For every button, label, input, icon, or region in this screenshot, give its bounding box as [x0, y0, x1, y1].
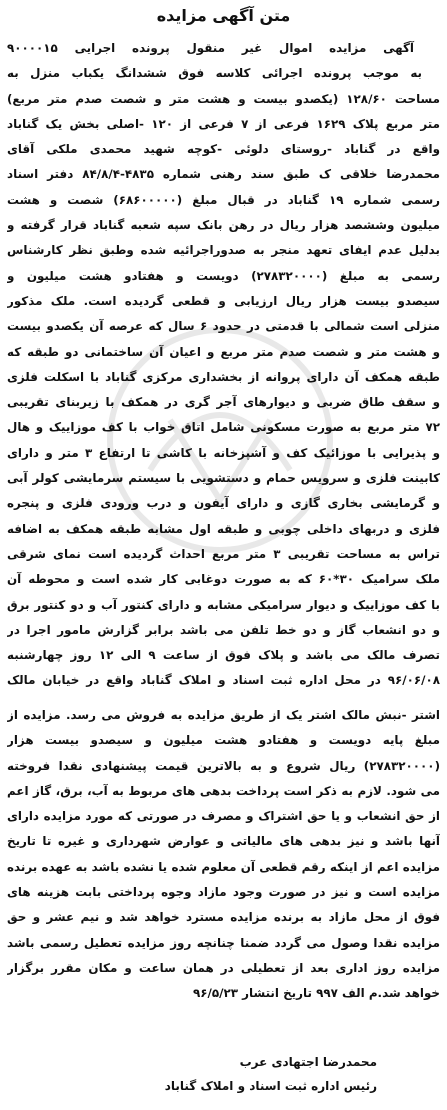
- notice-title: متن آگهی مزایده: [156, 6, 291, 25]
- text-line: کابینت فلزی و سرویس حمام و دستشویی با سیستم سرمایشی کولر آبی: [7, 471, 440, 486]
- text-line: طبقه همکف آن دارای پروانه از بخشداری مرکزی گناباد با اسکلت فلزی: [7, 369, 440, 384]
- text-line: بدلیل عدم ایفای تعهد منجر به صدوراجرائیه شده وطبق نظر کارشناس: [7, 243, 440, 258]
- text-line: و سقف طاق ضربی و دیوارهای آجر گری در همکف با زیربنای تقریبی: [7, 395, 440, 410]
- text-line: اشتر -نبش مالک اشتر یک از طریق مزایده به فروش می رسد. مزایده از: [7, 708, 440, 722]
- text-line: واقع در گناباد -روستای دلوئی -کوچه شهید محمدی ملکی آقای: [7, 142, 440, 157]
- text-line: مزایده است و نیز در صورت وجود مازاد وجوه پرداختی بابت هزینه های: [7, 885, 440, 900]
- text-line: خواهد شد.م الف ۹۹۷ تاریخ انتشار ۹۶/۵/۲۳: [193, 986, 440, 1001]
- signatory-name: محمدرضا اجتهادی عرب: [239, 1055, 377, 1069]
- text-line: تراس به مساحت تقریبی ۳ متر مربع احداث گردیده است نمای شرقی: [7, 546, 440, 561]
- text-line: و هشت متر و شصت صدم متر مربع و اعیان آن ساختمانی دو طبقه که: [7, 344, 440, 359]
- text-line: (۲۷۸۳۲۰۰۰۰) ریال شروع و به بالاترین قیمت پیشنهادی نقدا فروخته: [7, 758, 440, 773]
- text-line: با کف موزاییک و دیوار سرامیکی مشابه و دارای کنتور آب و دو کنتور برق: [7, 597, 440, 612]
- text-line: ۷۲ متر مربع به صورت مسکونی شامل اتاق خواب با کف موزاییک و هال: [7, 420, 440, 435]
- text-line: فلزی و دربهای داخلی چوبی و طبقه اول مشابه طبقه همکف به اضافه: [7, 521, 440, 536]
- text-line: می شود. لازم به ذکر است پرداخت بدهی های مربوط به آب، برق، گاز اعم: [7, 783, 440, 798]
- text-line: و دو انشعاب گاز و دو خط تلفن می باشد برابر گزارش مامور اجرا در: [7, 622, 440, 637]
- text-line: آنها باشد و نیز بدهی های مالیاتی و عوارض شهرداری و غیره تا تاریخ: [7, 834, 440, 849]
- text-line: مزایده روز اداری بعد از تعطیلی در همان ساعت و مکان مقرر برگزار: [7, 960, 440, 975]
- text-line: فوق از محل مازاد به برنده مزایده مسترد خواهد شد و نیم عشر و حق: [7, 910, 440, 925]
- text-line: رسمی به مبلغ (۲۷۸۳۲۰۰۰۰) دویست و هفتادو هشت میلیون و: [7, 268, 440, 283]
- text-line: مزایده نقدا وصول می گردد ضمنا چنانچه روز مزایده تعطیل رسمی باشد: [7, 935, 440, 950]
- text-line: و گرمایشی بخاری گازی و دارای آیفون و درب ورودی فلزی و پنجره: [7, 496, 440, 511]
- notice-body-second-part: [7, 703, 440, 1007]
- notice-body-first-part: [7, 36, 440, 694]
- signatory-position: رئیس اداره ثبت اسناد و املاک گناباد: [164, 1079, 377, 1093]
- text-line: ملک سرامیک ۳۰*۶۰ که به صورت دوغابی کار شده است و محوطه آن: [7, 572, 440, 587]
- text-line: محمدرضا خلاقی ک طبق سند رهنی شماره ۴۸۳۵-۸۴/۸/۴ دفتر اسناد: [7, 167, 440, 182]
- text-line: سیصدو بیست هزار ریال ارزیابی و قطعی گردیده است. ملک مذکور: [7, 293, 440, 308]
- signature-block: [165, 1050, 377, 1098]
- text-line: رسمی شماره ۱۹ گناباد در قبال مبلغ (۶۸۶۰۰۰۰۰) شصت و هشت: [7, 192, 440, 207]
- text-line: و پذیرایی با موزائیک کف و آشپزخانه با کاشی تا ارتفاع ۳ متر و دارای: [7, 445, 440, 460]
- text-line: از حق انشعاب و یا حق اشتراک و مصرف در صورتی که مورد مزایده دارای: [7, 809, 440, 824]
- text-line: تصرف مالک می باشد و پلاک فوق از ساعت ۹ الی ۱۲ روز چهارشنبه: [7, 648, 440, 663]
- text-line: مبلغ پایه دویست و هفتادو هشت میلیون و سیصدو بیست هزار: [7, 733, 440, 748]
- text-line: متر مربع پلاک ۱۶۲۹ فرعی از ۷ فرعی از ۱۲۰ -اصلی بخش یک گناباد: [7, 116, 440, 131]
- text-line: میلیون وششصد هزار ریال در رهن بانک سپه شعبه گناباد قرار گرفته و: [7, 218, 440, 233]
- text-line: منزلی است شمالی با قدمتی در حدود ۶ سال که عرصه آن یکصدو بیست: [7, 319, 440, 334]
- text-line: ۹۶/۰۶/۰۸ در محل اداره ثبت اسناد و املاک گناباد واقع در خیابان مالک: [7, 673, 440, 688]
- text-line: به موجب پرونده اجرائی کلاسه فوق ششدانگ یکباب منزل به: [7, 66, 422, 81]
- text-line: آگهی مزایده اموال غیر منقول پرونده اجرایی ۹۰۰۰۰۱۵: [7, 41, 414, 55]
- text-line: مساحت ۱۲۸/۶۰ (یکصدو بیست و هشت متر و شصت صدم متر مربع): [7, 91, 440, 106]
- text-line: مزایده اعم از اینکه رقم قطعی آن معلوم شده یا نشده باشد به عهده برنده: [7, 859, 440, 874]
